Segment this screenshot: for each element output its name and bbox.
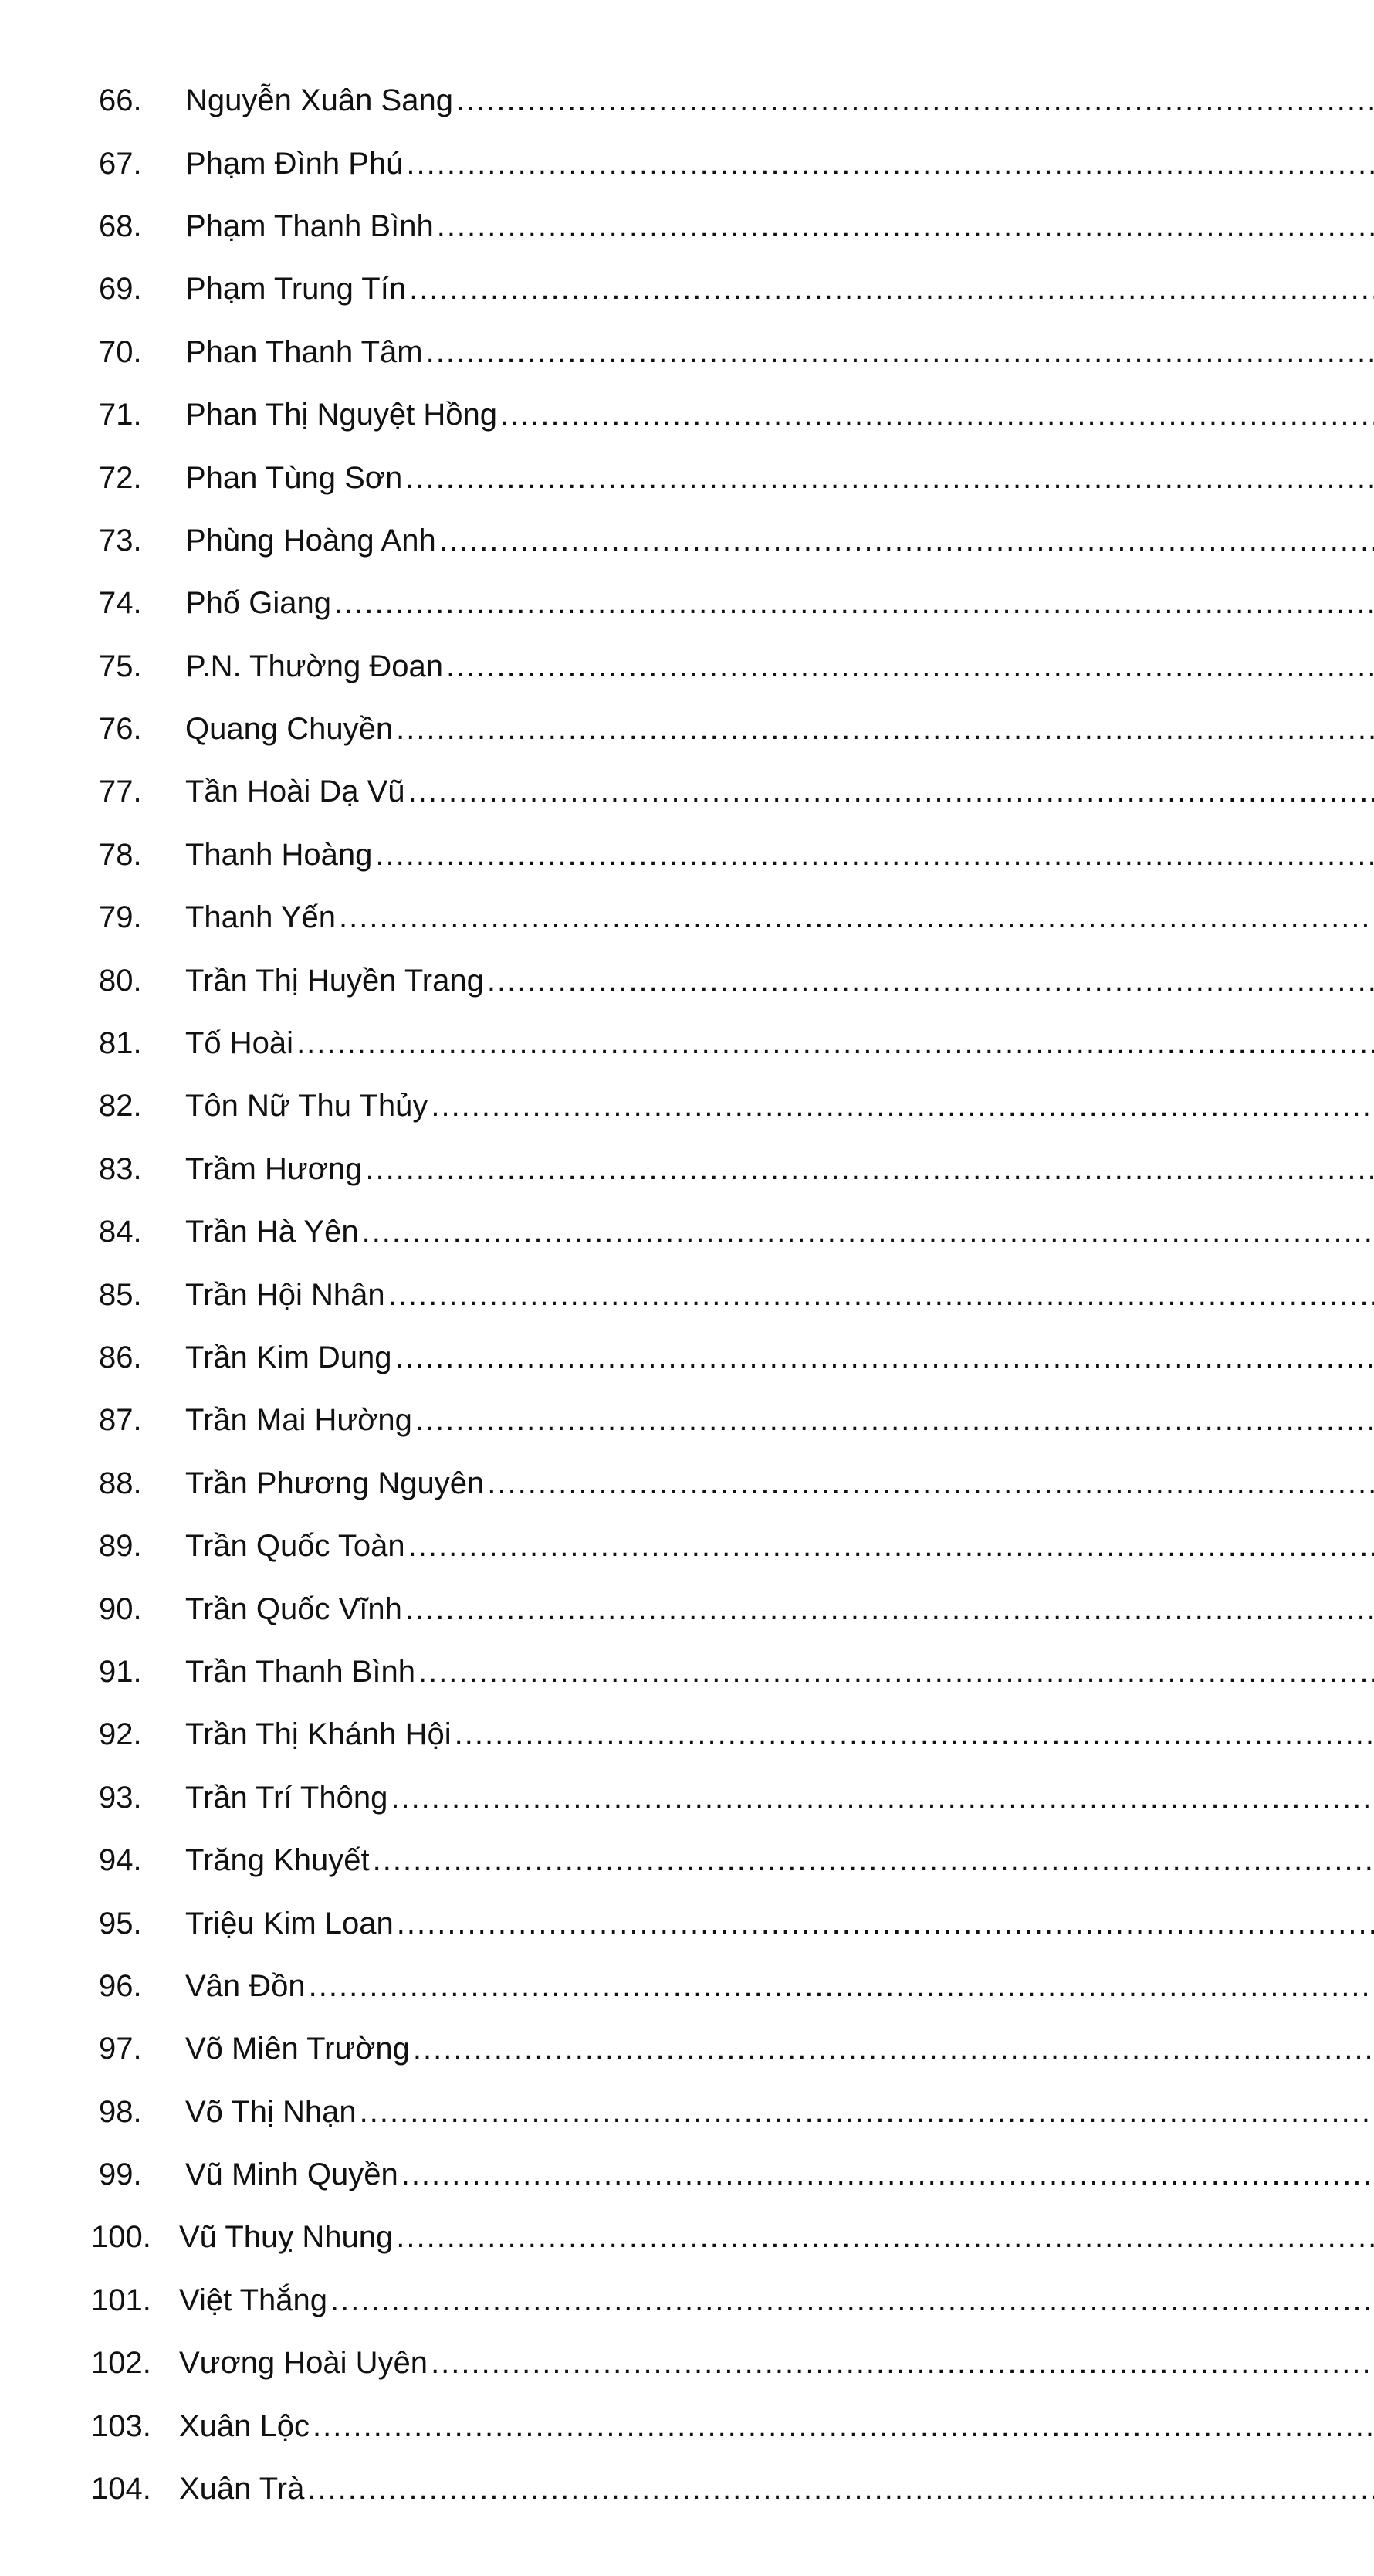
entry-number: 82.: [99, 1089, 142, 1124]
dot-leader: [439, 524, 1374, 558]
entry-name: P.N. Thường Đoan: [185, 649, 443, 683]
entry-line: [179, 2472, 1374, 2507]
dot-leader: [408, 1529, 1374, 1564]
entry-number: 89.: [99, 1529, 142, 1564]
entry-number: 73.: [99, 523, 142, 558]
entry-line: [185, 209, 1374, 244]
entry-number: 102.: [91, 2346, 151, 2381]
list-item: [0, 572, 1374, 635]
entry-line: [185, 2032, 1374, 2066]
entry-name: Triệu Kim Loan: [185, 1906, 394, 1940]
list-item: [0, 1263, 1374, 1326]
entry-line: [185, 1969, 1374, 2004]
entry-number: 78.: [99, 837, 142, 872]
entry-name: Phố Giang: [185, 586, 332, 621]
list-item: [0, 824, 1374, 886]
entry-name: Trần Thị Khánh Hội: [185, 1717, 452, 1752]
entry-name: Trần Thanh Bình: [185, 1654, 415, 1689]
entry-number: 94.: [99, 1843, 142, 1878]
entry-name: Tố Hoài: [185, 1026, 294, 1061]
entry-name: Thanh Yến: [185, 900, 336, 935]
dot-leader: [406, 147, 1374, 181]
entry-number: 100.: [91, 2220, 151, 2255]
dot-leader: [373, 1843, 1374, 1878]
entry-name: Vũ Thuỵ Nhung: [179, 2220, 394, 2255]
entry-name: Thanh Hoàng: [185, 837, 373, 872]
dot-leader: [391, 1781, 1374, 1815]
entry-name: Trần Quốc Toàn: [185, 1529, 405, 1564]
entry-name: Trần Hội Nhân: [185, 1277, 385, 1312]
list-item: [0, 384, 1374, 446]
entry-line: [185, 1592, 1374, 1627]
entry-number: 87.: [99, 1403, 142, 1438]
entry-number: 99.: [99, 2157, 142, 2192]
entry-line: [185, 1907, 1374, 1941]
entry-number: 90.: [99, 1591, 142, 1626]
entry-name: Việt Thắng: [179, 2283, 328, 2317]
dot-leader: [431, 2346, 1374, 2381]
entry-number: 85.: [99, 1277, 142, 1312]
entry-number: 76.: [99, 712, 142, 747]
entry-name: Trần Trí Thông: [185, 1780, 388, 1815]
list-item: [0, 1515, 1374, 1578]
entry-line: [185, 1152, 1374, 1187]
entry-number: 67.: [99, 146, 142, 181]
entry-number: 66.: [99, 83, 142, 118]
entry-line: [185, 1341, 1374, 1375]
entry-number: 103.: [91, 2408, 151, 2443]
entry-number: 95.: [99, 1906, 142, 1940]
entry-name: Trần Mai Hường: [185, 1403, 412, 1438]
entry-line: [185, 1278, 1374, 1313]
dot-leader: [487, 964, 1374, 998]
list-item: [0, 886, 1374, 949]
entry-name: Phan Tùng Sơn: [185, 460, 403, 495]
entry-line: [185, 712, 1374, 747]
dot-leader: [405, 1592, 1374, 1627]
entry-number: 83.: [99, 1151, 142, 1186]
entry-line: [185, 398, 1374, 432]
entry-name: Vân Đồn: [185, 1968, 306, 2003]
dot-leader: [296, 1026, 1374, 1061]
dot-leader: [500, 398, 1374, 432]
entry-name: Trăng Khuyết: [185, 1843, 370, 1878]
entry-line: [185, 2095, 1374, 2130]
dot-leader: [431, 1089, 1374, 1124]
dot-leader: [388, 1278, 1374, 1313]
entry-line: [185, 1717, 1374, 1752]
entry-number: 80.: [99, 963, 142, 998]
entry-number: 77.: [99, 774, 142, 809]
entry-number: 97.: [99, 2032, 142, 2066]
entry-number: 93.: [99, 1780, 142, 1815]
dot-leader: [408, 774, 1374, 809]
list-item: [0, 1703, 1374, 1766]
dot-leader: [375, 838, 1374, 873]
entry-number: 68.: [99, 208, 142, 243]
dot-leader: [396, 712, 1374, 747]
entry-number: 71.: [99, 398, 142, 432]
entry-number: 81.: [99, 1026, 142, 1061]
entry-number: 70.: [99, 334, 142, 369]
dot-leader: [309, 1969, 1374, 2004]
dot-leader: [415, 1403, 1374, 1438]
dot-leader: [395, 1341, 1374, 1375]
entry-name: Phùng Hoàng Anh: [185, 523, 436, 558]
list-item: [0, 1201, 1374, 1263]
entry-name: Vũ Minh Quyền: [185, 2157, 398, 2192]
dot-leader: [446, 649, 1374, 684]
entry-line: [185, 900, 1374, 935]
list-item: [0, 446, 1374, 509]
list-item: [0, 258, 1374, 320]
entry-line: [185, 335, 1374, 370]
list-item: [0, 2018, 1374, 2080]
entry-number: 101.: [91, 2283, 151, 2317]
list-item: [0, 321, 1374, 384]
dot-leader: [397, 1907, 1374, 1941]
list-item: [0, 510, 1374, 572]
entry-line: [179, 2283, 1374, 2318]
entry-name: Trần Kim Dung: [185, 1341, 392, 1374]
entry-number: 98.: [99, 2094, 142, 2129]
entry-name: Trần Quốc Vĩnh: [185, 1591, 402, 1626]
entry-name: Võ Miên Trường: [185, 2032, 410, 2066]
list-item: [0, 1829, 1374, 1892]
dot-leader: [396, 2220, 1374, 2255]
entry-name: Vương Hoài Uyên: [179, 2346, 428, 2381]
entry-line: [185, 524, 1374, 558]
list-item: [0, 698, 1374, 761]
entry-name: Phạm Trung Tín: [185, 272, 407, 307]
entry-line: [179, 2409, 1374, 2444]
entry-number: 79.: [99, 900, 142, 935]
list-item: [0, 1955, 1374, 2018]
entry-name: Xuân Trà: [179, 2472, 305, 2507]
entry-line: [185, 2157, 1374, 2192]
entry-line: [185, 1026, 1374, 1061]
entry-name: Phan Thị Nguyệt Hồng: [185, 398, 497, 432]
dot-leader: [455, 1717, 1374, 1752]
entry-name: Tần Hoài Dạ Vũ: [185, 774, 405, 809]
entry-line: [185, 1843, 1374, 1878]
entry-name: Trầm Hương: [185, 1151, 363, 1186]
list-item: [0, 2332, 1374, 2395]
dot-leader: [330, 2283, 1374, 2318]
entry-number: 88.: [99, 1466, 142, 1500]
list-item: [0, 2395, 1374, 2457]
entry-line: [185, 83, 1374, 118]
entry-line: [185, 1655, 1374, 1690]
dot-leader: [307, 2472, 1374, 2507]
list-item: [0, 1138, 1374, 1201]
dot-leader: [426, 335, 1374, 370]
list-item: [0, 636, 1374, 698]
entry-number: 74.: [99, 586, 142, 621]
dot-leader: [487, 1466, 1374, 1501]
entry-name: Phan Thanh Tâm: [185, 334, 423, 369]
entry-line: [185, 1466, 1374, 1501]
list-item: [0, 69, 1374, 132]
entry-name: Xuân Lộc: [179, 2408, 310, 2443]
list-item: [0, 2458, 1374, 2520]
dot-leader: [334, 586, 1374, 621]
entry-name: Trần Thị Huyền Trang: [185, 963, 484, 998]
list-item: [0, 1892, 1374, 1954]
dot-leader: [418, 1655, 1374, 1690]
entry-line: [185, 1403, 1374, 1438]
entry-line: [179, 2220, 1374, 2255]
entry-number: 91.: [99, 1654, 142, 1689]
dot-leader: [405, 461, 1374, 496]
list-item: [0, 132, 1374, 195]
entry-line: [185, 461, 1374, 496]
entry-number: 84.: [99, 1215, 142, 1249]
dot-leader: [360, 2095, 1374, 2130]
list-item: [0, 1578, 1374, 1640]
entry-line: [185, 1089, 1374, 1124]
dot-leader: [362, 1215, 1374, 1249]
entry-line: [185, 1781, 1374, 1815]
list-item: [0, 1327, 1374, 1389]
entry-number: 86.: [99, 1341, 142, 1374]
list-item: [0, 1641, 1374, 1703]
entry-line: [185, 1529, 1374, 1564]
entry-line: [185, 838, 1374, 873]
entry-name: Phạm Đình Phú: [185, 146, 404, 181]
entry-line: [179, 2346, 1374, 2381]
entry-name: Trần Phương Nguyên: [185, 1466, 485, 1500]
entry-number: 69.: [99, 272, 142, 307]
entry-line: [185, 586, 1374, 621]
entry-line: [185, 147, 1374, 181]
entry-number: 75.: [99, 649, 142, 683]
entry-number: 104.: [91, 2472, 151, 2507]
entry-number: 96.: [99, 1968, 142, 2003]
entry-name: Quang Chuyền: [185, 712, 394, 747]
dot-leader: [437, 209, 1374, 244]
entry-number: 92.: [99, 1717, 142, 1752]
entry-name: Tôn Nữ Thu Thủy: [185, 1089, 428, 1124]
entry-name: Phạm Thanh Bình: [185, 208, 434, 243]
list-item: [0, 2206, 1374, 2269]
entry-number: 72.: [99, 460, 142, 495]
author-index-list: [0, 69, 1374, 2520]
list-item: [0, 2144, 1374, 2206]
list-item: [0, 1075, 1374, 1137]
entry-line: [185, 272, 1374, 307]
dot-leader: [409, 272, 1374, 307]
list-item: [0, 949, 1374, 1012]
entry-name: Trần Hà Yên: [185, 1215, 359, 1249]
list-item: [0, 1389, 1374, 1452]
entry-name: Võ Thị Nhạn: [185, 2094, 357, 2129]
dot-leader: [313, 2409, 1374, 2444]
list-item: [0, 1767, 1374, 1829]
list-item: [0, 1452, 1374, 1515]
list-item: [0, 195, 1374, 258]
dot-leader: [401, 2157, 1374, 2192]
dot-leader: [365, 1152, 1374, 1187]
list-item: [0, 2269, 1374, 2332]
entry-line: [185, 774, 1374, 809]
entry-line: [185, 649, 1374, 684]
dot-leader: [339, 900, 1374, 935]
dot-leader: [456, 83, 1374, 118]
entry-name: Nguyễn Xuân Sang: [185, 83, 453, 118]
entry-line: [185, 964, 1374, 998]
dot-leader: [413, 2032, 1374, 2066]
list-item: [0, 1012, 1374, 1075]
list-item: [0, 2081, 1374, 2144]
list-item: [0, 761, 1374, 823]
entry-line: [185, 1215, 1374, 1249]
